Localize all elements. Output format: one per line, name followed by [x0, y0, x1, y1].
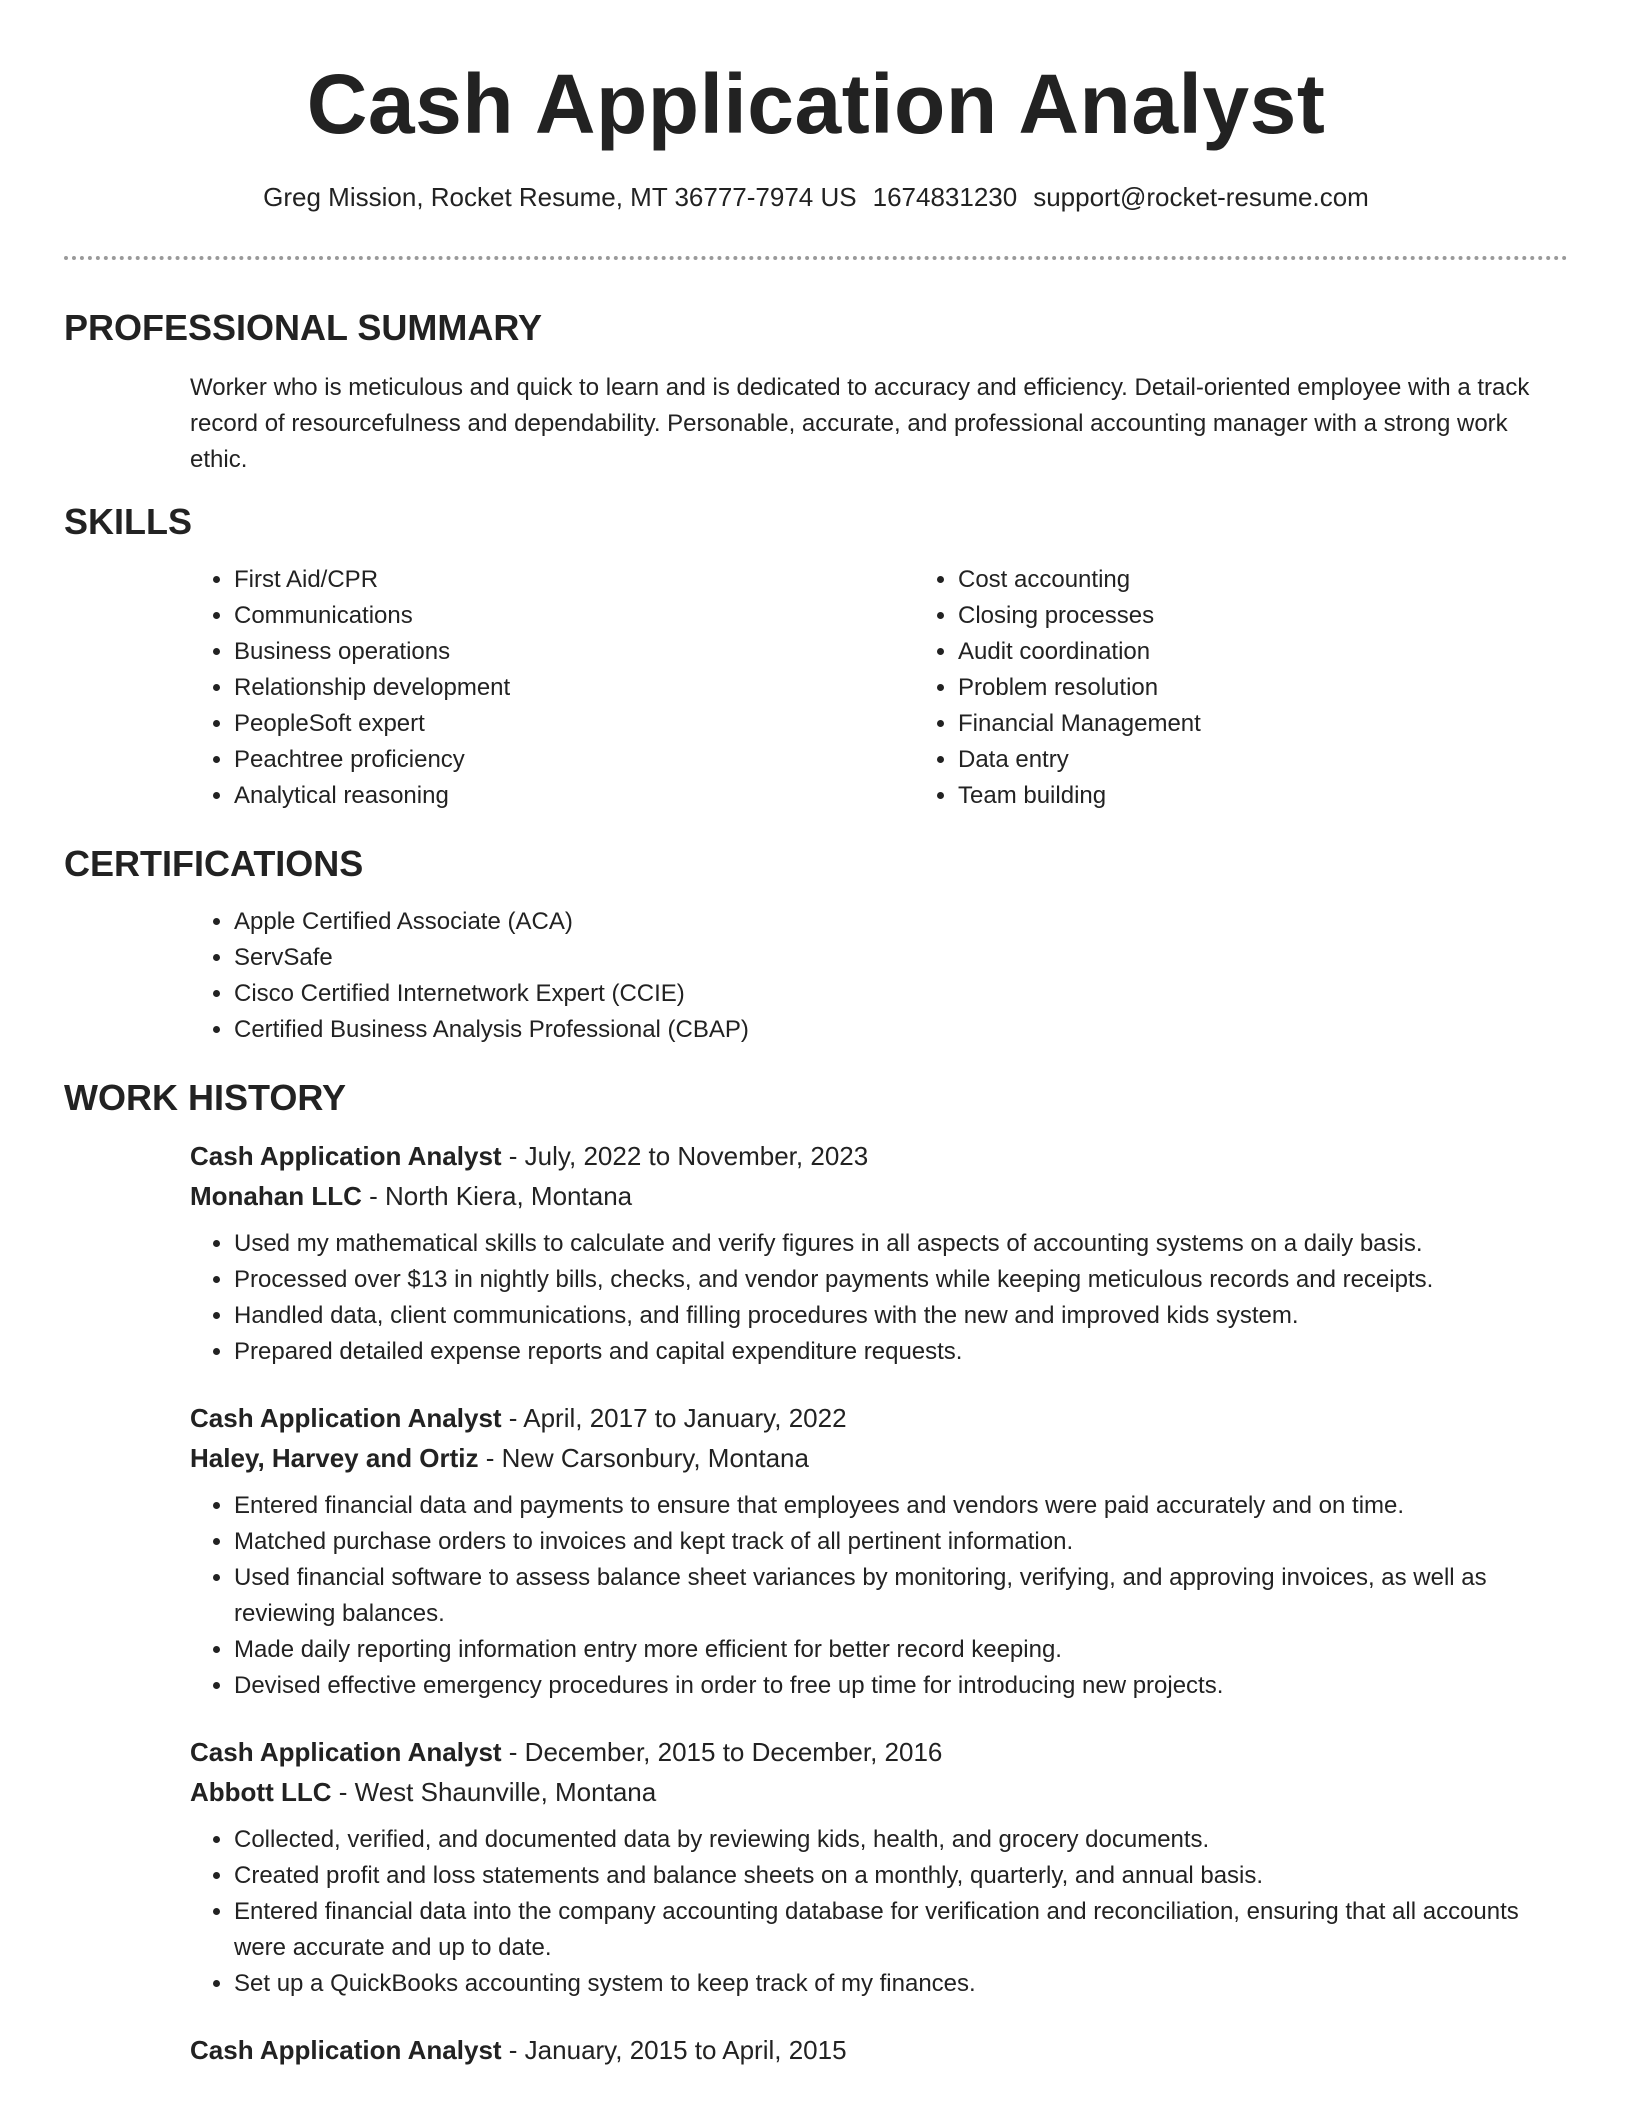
job-role: Cash Application Analyst: [190, 1737, 502, 1767]
contact-email: support@rocket-resume.com: [1033, 182, 1369, 212]
job-entry: [190, 1136, 1568, 1370]
certification-item: • Apple Certified Associate (ACA): [234, 904, 1568, 940]
certification-item: • Cisco Certified Internetwork Expert (CCIE): [234, 976, 1568, 1012]
job-role: Cash Application Analyst: [190, 2035, 502, 2065]
job-company-line: [190, 1772, 1568, 1812]
certifications-body: [190, 904, 1568, 1048]
job-title-line: [190, 1398, 1568, 1438]
certifications-heading: CERTIFICATIONS: [64, 843, 364, 884]
summary-heading: PROFESSIONAL SUMMARY: [64, 307, 543, 348]
job-role: Cash Application Analyst: [190, 1141, 502, 1171]
skill-item: • PeopleSoft expert: [234, 706, 914, 742]
job-company: Haley, Harvey and Ortiz: [190, 1443, 479, 1473]
certification-item: • Certified Business Analysis Professional (CBAP): [234, 1012, 1568, 1048]
job-duties-list: [190, 1822, 1568, 2002]
job-duty: • Collected, verified, and documented data by reviewing kids, health, and grocery documents.: [234, 1822, 1568, 1858]
job-company: Abbott LLC: [190, 1777, 332, 1807]
job-entry: [190, 2030, 1568, 2070]
skill-item: • Problem resolution: [958, 670, 1632, 706]
skill-item: • Audit coordination: [958, 634, 1632, 670]
job-duty: • Entered financial data into the company accounting database for verification and reconciliation, ensuring that all accounts were accurate and up to date.: [234, 1894, 1568, 1966]
contact-phone: 1674831230: [872, 182, 1018, 212]
job-role: Cash Application Analyst: [190, 1403, 502, 1433]
skills-list-left: [190, 562, 914, 814]
job-company: Monahan LLC: [190, 1181, 362, 1211]
job-dates: - January, 2015 to April, 2015: [501, 2035, 847, 2065]
job-company-line: [190, 1176, 1568, 1216]
skills-list-right: [914, 562, 1632, 814]
skill-item: • Business operations: [234, 634, 914, 670]
skill-item: • Closing processes: [958, 598, 1632, 634]
job-duty: • Devised effective emergency procedures in order to free up time for introducing new projects.: [234, 1668, 1568, 1704]
certifications-list: [190, 904, 1568, 1048]
job-dates: - December, 2015 to December, 2016: [501, 1737, 943, 1767]
summary-body: [190, 370, 1568, 478]
job-duties-list: [190, 1226, 1568, 1370]
contact-address: Greg Mission, Rocket Resume, MT 36777-7974 US: [263, 182, 857, 212]
skill-item: • Peachtree proficiency: [234, 742, 914, 778]
skill-item: • Data entry: [958, 742, 1632, 778]
job-entry: [190, 1732, 1568, 2002]
certification-item: • ServSafe: [234, 940, 1568, 976]
job-duty: • Used financial software to assess balance sheet variances by monitoring, verifying, and approving invoices, as well as reviewing balances.: [234, 1560, 1568, 1632]
job-location: - West Shaunville, Montana: [331, 1777, 657, 1807]
job-location: - North Kiera, Montana: [361, 1181, 633, 1211]
contact-line: [64, 180, 1568, 214]
job-duty: • Processed over $13 in nightly bills, checks, and vendor payments while keeping meticulous records and receipts.: [234, 1262, 1568, 1298]
job-title-line: [190, 1136, 1568, 1176]
summary-text: Worker who is meticulous and quick to learn and is dedicated to accuracy and efficiency. Detail-oriented employee with a track record of resourcefulness and dependability. Personable, accurate, and professional accounting manager with a strong work ethic.: [190, 374, 1530, 473]
certifications-section: [64, 842, 1568, 1048]
job-duties-list: [190, 1488, 1568, 1704]
skill-item: • Communications: [234, 598, 914, 634]
job-duty: • Used my mathematical skills to calculate and verify figures in all aspects of accounting systems on a daily basis.: [234, 1226, 1568, 1262]
job-dates: - July, 2022 to November, 2023: [501, 1141, 869, 1171]
header-divider: [64, 256, 1568, 260]
job-duty: • Set up a QuickBooks accounting system to keep track of my finances.: [234, 1966, 1568, 2002]
job-title-line: [190, 2030, 1568, 2070]
job-company-line: [190, 1438, 1568, 1478]
job-duty: • Made daily reporting information entry more efficient for better record keeping.: [234, 1632, 1568, 1668]
skill-item: • Team building: [958, 778, 1632, 814]
resume-title: Cash Application Analyst: [306, 57, 1326, 151]
job-location: - New Carsonbury, Montana: [478, 1443, 809, 1473]
skill-item: • Financial Management: [958, 706, 1632, 742]
job-duty: • Matched purchase orders to invoices and kept track of all pertinent information.: [234, 1524, 1568, 1560]
job-duty: • Entered financial data and payments to ensure that employees and vendors were paid accurately and on time.: [234, 1488, 1568, 1524]
work-history-heading: WORK HISTORY: [64, 1077, 347, 1118]
job-title-line: [190, 1732, 1568, 1772]
work-history-section: [64, 1076, 1568, 2070]
job-dates: - April, 2017 to January, 2022: [501, 1403, 847, 1433]
job-duty: • Prepared detailed expense reports and capital expenditure requests.: [234, 1334, 1568, 1370]
job-duty: • Handled data, client communications, and filling procedures with the new and improved kids system.: [234, 1298, 1568, 1334]
job-entry: [190, 1398, 1568, 1704]
skills-heading: SKILLS: [64, 501, 193, 542]
summary-section: [64, 306, 1568, 478]
skill-item: • Analytical reasoning: [234, 778, 914, 814]
skill-item: • Cost accounting: [958, 562, 1632, 598]
skills-section: [64, 500, 1568, 814]
job-duty: • Created profit and loss statements and balance sheets on a monthly, quarterly, and annual basis.: [234, 1858, 1568, 1894]
skill-item: • Relationship development: [234, 670, 914, 706]
skills-grid: [190, 562, 1568, 814]
skill-item: • First Aid/CPR: [234, 562, 914, 598]
